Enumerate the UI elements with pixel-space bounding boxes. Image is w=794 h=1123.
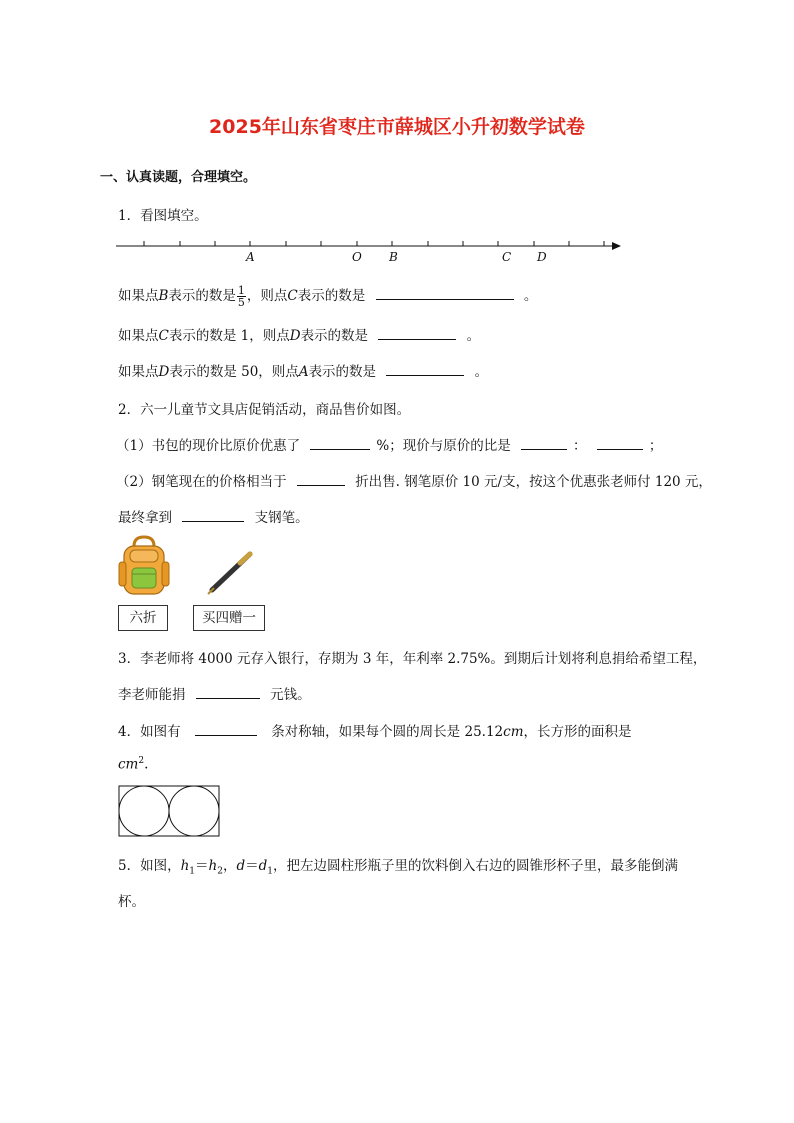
- question-3-line-1: 3．李老师将 4000 元存入银行，存期为 3 年，年利率 2.75%。到期后计划将利息捐给希望工程，: [118, 651, 707, 667]
- question-4-line-1: 4．如图有 条对称轴，如果每个圆的周长是 25.12cm，长方形的面积是: [118, 724, 632, 740]
- answer-blank[interactable]: [521, 437, 567, 450]
- page-title: 2025年山东省枣庄市薛城区小升初数学试卷: [209, 116, 585, 138]
- answer-blank[interactable]: [310, 437, 370, 450]
- answer-blank[interactable]: [195, 723, 257, 736]
- question-1-line-1: 如果点B表示的数是 $\frac{1}{5}$ ，则点C表示的数是 。: [118, 284, 538, 309]
- rectangle-circles-figure: [118, 785, 222, 839]
- question-2-part-1: （1）书包的现价比原价优惠了 %；现价与原价的比是 ： ；: [116, 438, 663, 454]
- answer-blank[interactable]: [386, 363, 464, 376]
- answer-blank[interactable]: [196, 686, 260, 699]
- number-line: [114, 236, 626, 256]
- question-1-head: 1．看图填空。: [118, 208, 208, 224]
- discount-tag-pen: 买四赠一: [193, 605, 265, 631]
- pen-icon: [204, 548, 256, 596]
- backpack-icon: [116, 534, 172, 598]
- answer-blank[interactable]: [182, 509, 244, 522]
- point-a-label: A: [246, 250, 255, 264]
- point-d-label: D: [537, 250, 547, 264]
- answer-blank[interactable]: [378, 327, 456, 340]
- section-heading: 一、认真读题，合理填空。: [100, 170, 257, 185]
- question-4-line-2: $cm^2$.: [118, 756, 149, 773]
- answer-blank[interactable]: [597, 437, 643, 450]
- question-5-line-2: 杯。: [118, 894, 145, 910]
- answer-blank[interactable]: [376, 287, 514, 300]
- question-5-line-1: 5．如图，$h_1=h_2$，$d=d_1$，把左边圆柱形瓶子里的饮料倒入右边的圆锥形杯子里，最多能倒满: [118, 858, 679, 877]
- question-2-part-2: （2）钢笔现在的价格相当于 折出售. 钢笔原价 10 元/支，按这个优惠张老师付 120 元，: [116, 474, 712, 490]
- point-c-label: C: [502, 250, 512, 264]
- question-2-head: 2．六一儿童节文具店促销活动，商品售价如图。: [118, 402, 411, 418]
- discount-tag-backpack: 六折: [118, 605, 168, 631]
- question-3-line-2: 李老师能捐 元钱。: [118, 687, 311, 703]
- question-1-line-3: 如果点D表示的数是 50，则点A表示的数是 。: [118, 364, 489, 380]
- answer-blank[interactable]: [297, 473, 345, 486]
- point-b-label: B: [389, 250, 398, 264]
- fraction: $\frac{1}{5}$: [237, 284, 245, 309]
- question-2-part-2-cont: 最终拿到 支钢笔。: [118, 510, 309, 526]
- question-1-line-2: 如果点C表示的数是 1，则点D表示的数是 。: [118, 328, 481, 344]
- point-o-label: O: [352, 250, 362, 264]
